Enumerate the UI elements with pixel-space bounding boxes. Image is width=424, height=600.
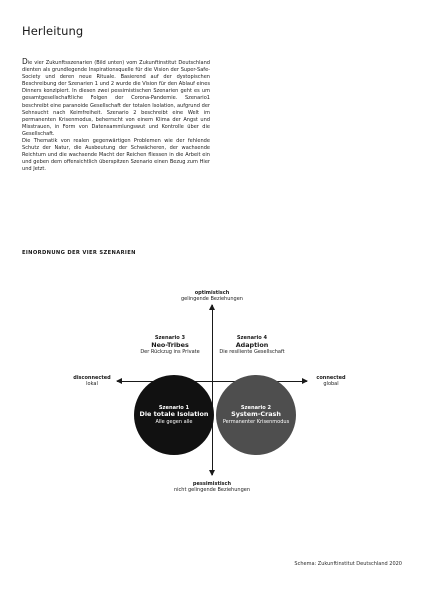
axis-left-sub: lokal <box>86 381 98 388</box>
scenario-1-circle <box>134 375 214 455</box>
scenario-4 <box>212 335 292 356</box>
scenario-1-number: Szenario 1 <box>158 405 190 412</box>
axis-label-bottom <box>152 481 272 494</box>
axis-bottom-sub: nicht gelingende Beziehungen <box>173 487 250 494</box>
axis-right-main: connected <box>316 375 346 381</box>
scenario-3-number: Szenario 3 <box>154 335 186 341</box>
section-heading: EINORDNUNG DER VIER SZENARIEN <box>22 250 136 256</box>
scenario-1-name: Die totale Isolation <box>139 410 209 419</box>
axis-label-right <box>301 375 361 388</box>
axis-bottom-main: pessimistisch <box>192 481 232 487</box>
page-title: Herleitung <box>22 24 84 38</box>
scenario-3-description: Der Rückzug ins Private <box>140 349 200 355</box>
scenario-2-description: Permanenter Krisenmodus <box>222 418 290 425</box>
axis-left-main: disconnected <box>73 375 111 381</box>
dropcap: D <box>22 57 28 66</box>
scenario-2-name: System-Crash <box>231 410 281 419</box>
scenario-3-name: Neo-Tribes <box>151 340 189 349</box>
intro-text <box>22 58 210 174</box>
paragraph-1-text: ie vier Zukunftsszenarien (Bild unten) vom Zukunftinstitut Deutschland dienten als grundlegende Inspirationsquelle für die Vision der Super-Safe-Society und deren neue Rituale. Basierend auf der dystopischen Beschreibung der Szenarien 1 und 2 wurde die Vision für den Ablauf eines Dinners konzipiert. In diesen zwei pessimistischen Szenarien geht es um gesamtgesellschaftliche Folgen der Corona-Pandemie. Szenario1 beschreibt eine paranoide Gesellschaft der totalen Isolation, aufgrund der Sehnsucht nach Keimfreiheit. Szenario 2 beschreibt eine Welt im permanenten Krisenmodus, beherrscht von einem Klima der Angst und Misstrauen, in Form von Datensammlungswut und Kontrolle über die Gesellschaft. <box>22 60 210 137</box>
scenario-4-description: Die resiliente Gesellschaft <box>219 349 285 355</box>
source-credit: Schema: Zukunftinstitut Deutschland 2020 <box>294 561 402 567</box>
axis-right-sub: global <box>323 381 339 388</box>
scenario-4-name: Adaption <box>235 340 269 349</box>
paragraph-1 <box>22 58 210 138</box>
axis-label-top <box>152 290 272 303</box>
scenario-1-description: Alle gegen alle <box>155 418 193 425</box>
scenario-2-number: Szenario 2 <box>240 405 272 412</box>
paragraph-2: Die Thematik von realen gegenwärtigen Problemen wie der fehlende Schutz der Natur, die Ausbeutung der Schwächeren, der wachsende Reichtum und die wachsende Macht der Reichen fliessen in die Arbeit ein und geben dem offensichtlich überspitzen Szenario einen Bezug zum Hier und Jetzt. <box>22 138 210 173</box>
axis-label-left <box>62 375 122 388</box>
scenario-2-circle <box>216 375 296 455</box>
scenario-3 <box>130 335 210 356</box>
vertical-axis-arrow <box>212 305 213 475</box>
axis-top-sub: gelingende Beziehungen <box>181 296 243 303</box>
scenario-4-number: Szenario 4 <box>236 335 268 341</box>
axis-top-main: optimistisch <box>194 290 230 296</box>
